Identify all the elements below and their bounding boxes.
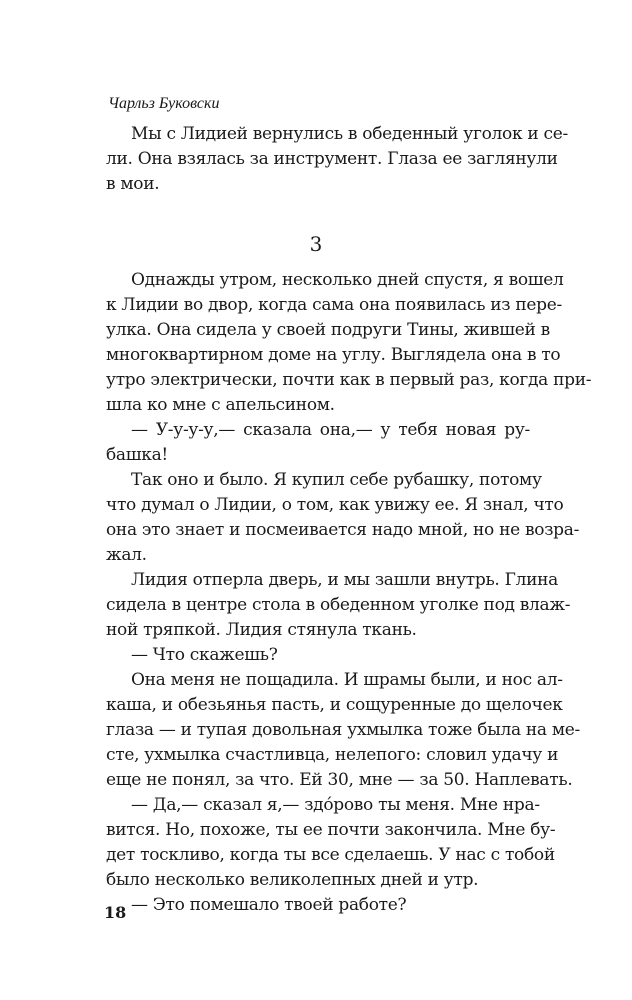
text-line: Мы с Лидией вернулись в обеденный уголок и се- <box>131 124 568 144</box>
text-line: — У-у-у-у,— сказала она,— у тебя новая ру- <box>131 420 530 440</box>
text-line: многоквартирном доме на углу. Выглядела она в то <box>106 345 561 365</box>
text-line: дет тоскливо, когда ты все сделаешь. У нас с тобой <box>106 845 555 865</box>
text-line: вится. Но, похоже, ты ее почти закончила. Мне бу- <box>106 820 556 840</box>
text-line: что думал о Лидии, о том, как увижу ее. Я знал, что <box>106 495 564 515</box>
text-line: еще не понял, за что. Ей 30, мне — за 50. Наплевать. <box>106 770 573 790</box>
text-line: каша, и обезьянья пасть, и сощуренные до щелочек <box>106 695 563 715</box>
text-line: — Это помешало твоей работе? <box>131 895 407 915</box>
text-line: жал. <box>106 545 147 565</box>
text-line: Однажды утром, несколько дней спустя, я вошел <box>131 270 564 290</box>
text-line: улка. Она сидела у своей подруги Тины, жившей в <box>106 320 550 340</box>
text-line: шла ко мне с апельсином. <box>106 395 335 415</box>
text-line: Лидия отперла дверь, и мы зашли внутрь. Глина <box>131 570 558 590</box>
text-line: она это знает и посмеивается надо мной, но не возра- <box>106 520 580 540</box>
text-line: — Что скажешь? <box>131 645 278 665</box>
text-line: было несколько великолепных дней и утр. <box>106 870 479 890</box>
intro-paragraph <box>106 122 568 197</box>
text-line: Так оно и было. Я купил себе рубашку, потому <box>131 470 542 490</box>
text-line: в мои. <box>106 174 160 194</box>
text-line: сте, ухмылка счастливца, нелепого: словил удачу и <box>106 745 559 765</box>
text-line: — Да,— сказал я,— здо́рово ты меня. Мне нра- <box>131 795 540 815</box>
running-head: Чарльз Буковски <box>108 95 220 112</box>
page-number: 18 <box>104 903 127 922</box>
text-line: утро электрически, почти как в первый раз, когда при- <box>106 370 592 390</box>
text-line: ной тряпкой. Лидия стянула ткань. <box>106 620 417 640</box>
chapter-body <box>106 268 592 918</box>
text-line: сидела в центре стола в обеденном уголке под влаж- <box>106 595 571 615</box>
text-line: ли. Она взялась за инструмент. Глаза ее заглянули <box>106 149 558 169</box>
text-line: к Лидии во двор, когда сама она появилась из пере- <box>106 295 562 315</box>
chapter-number: 3 <box>309 232 323 256</box>
text-line: башка! <box>106 445 168 465</box>
text-line: глаза — и тупая довольная ухмылка тоже была на ме- <box>106 720 580 740</box>
text-line: Она меня не пощадила. И шрамы были, и нос ал- <box>131 670 563 690</box>
